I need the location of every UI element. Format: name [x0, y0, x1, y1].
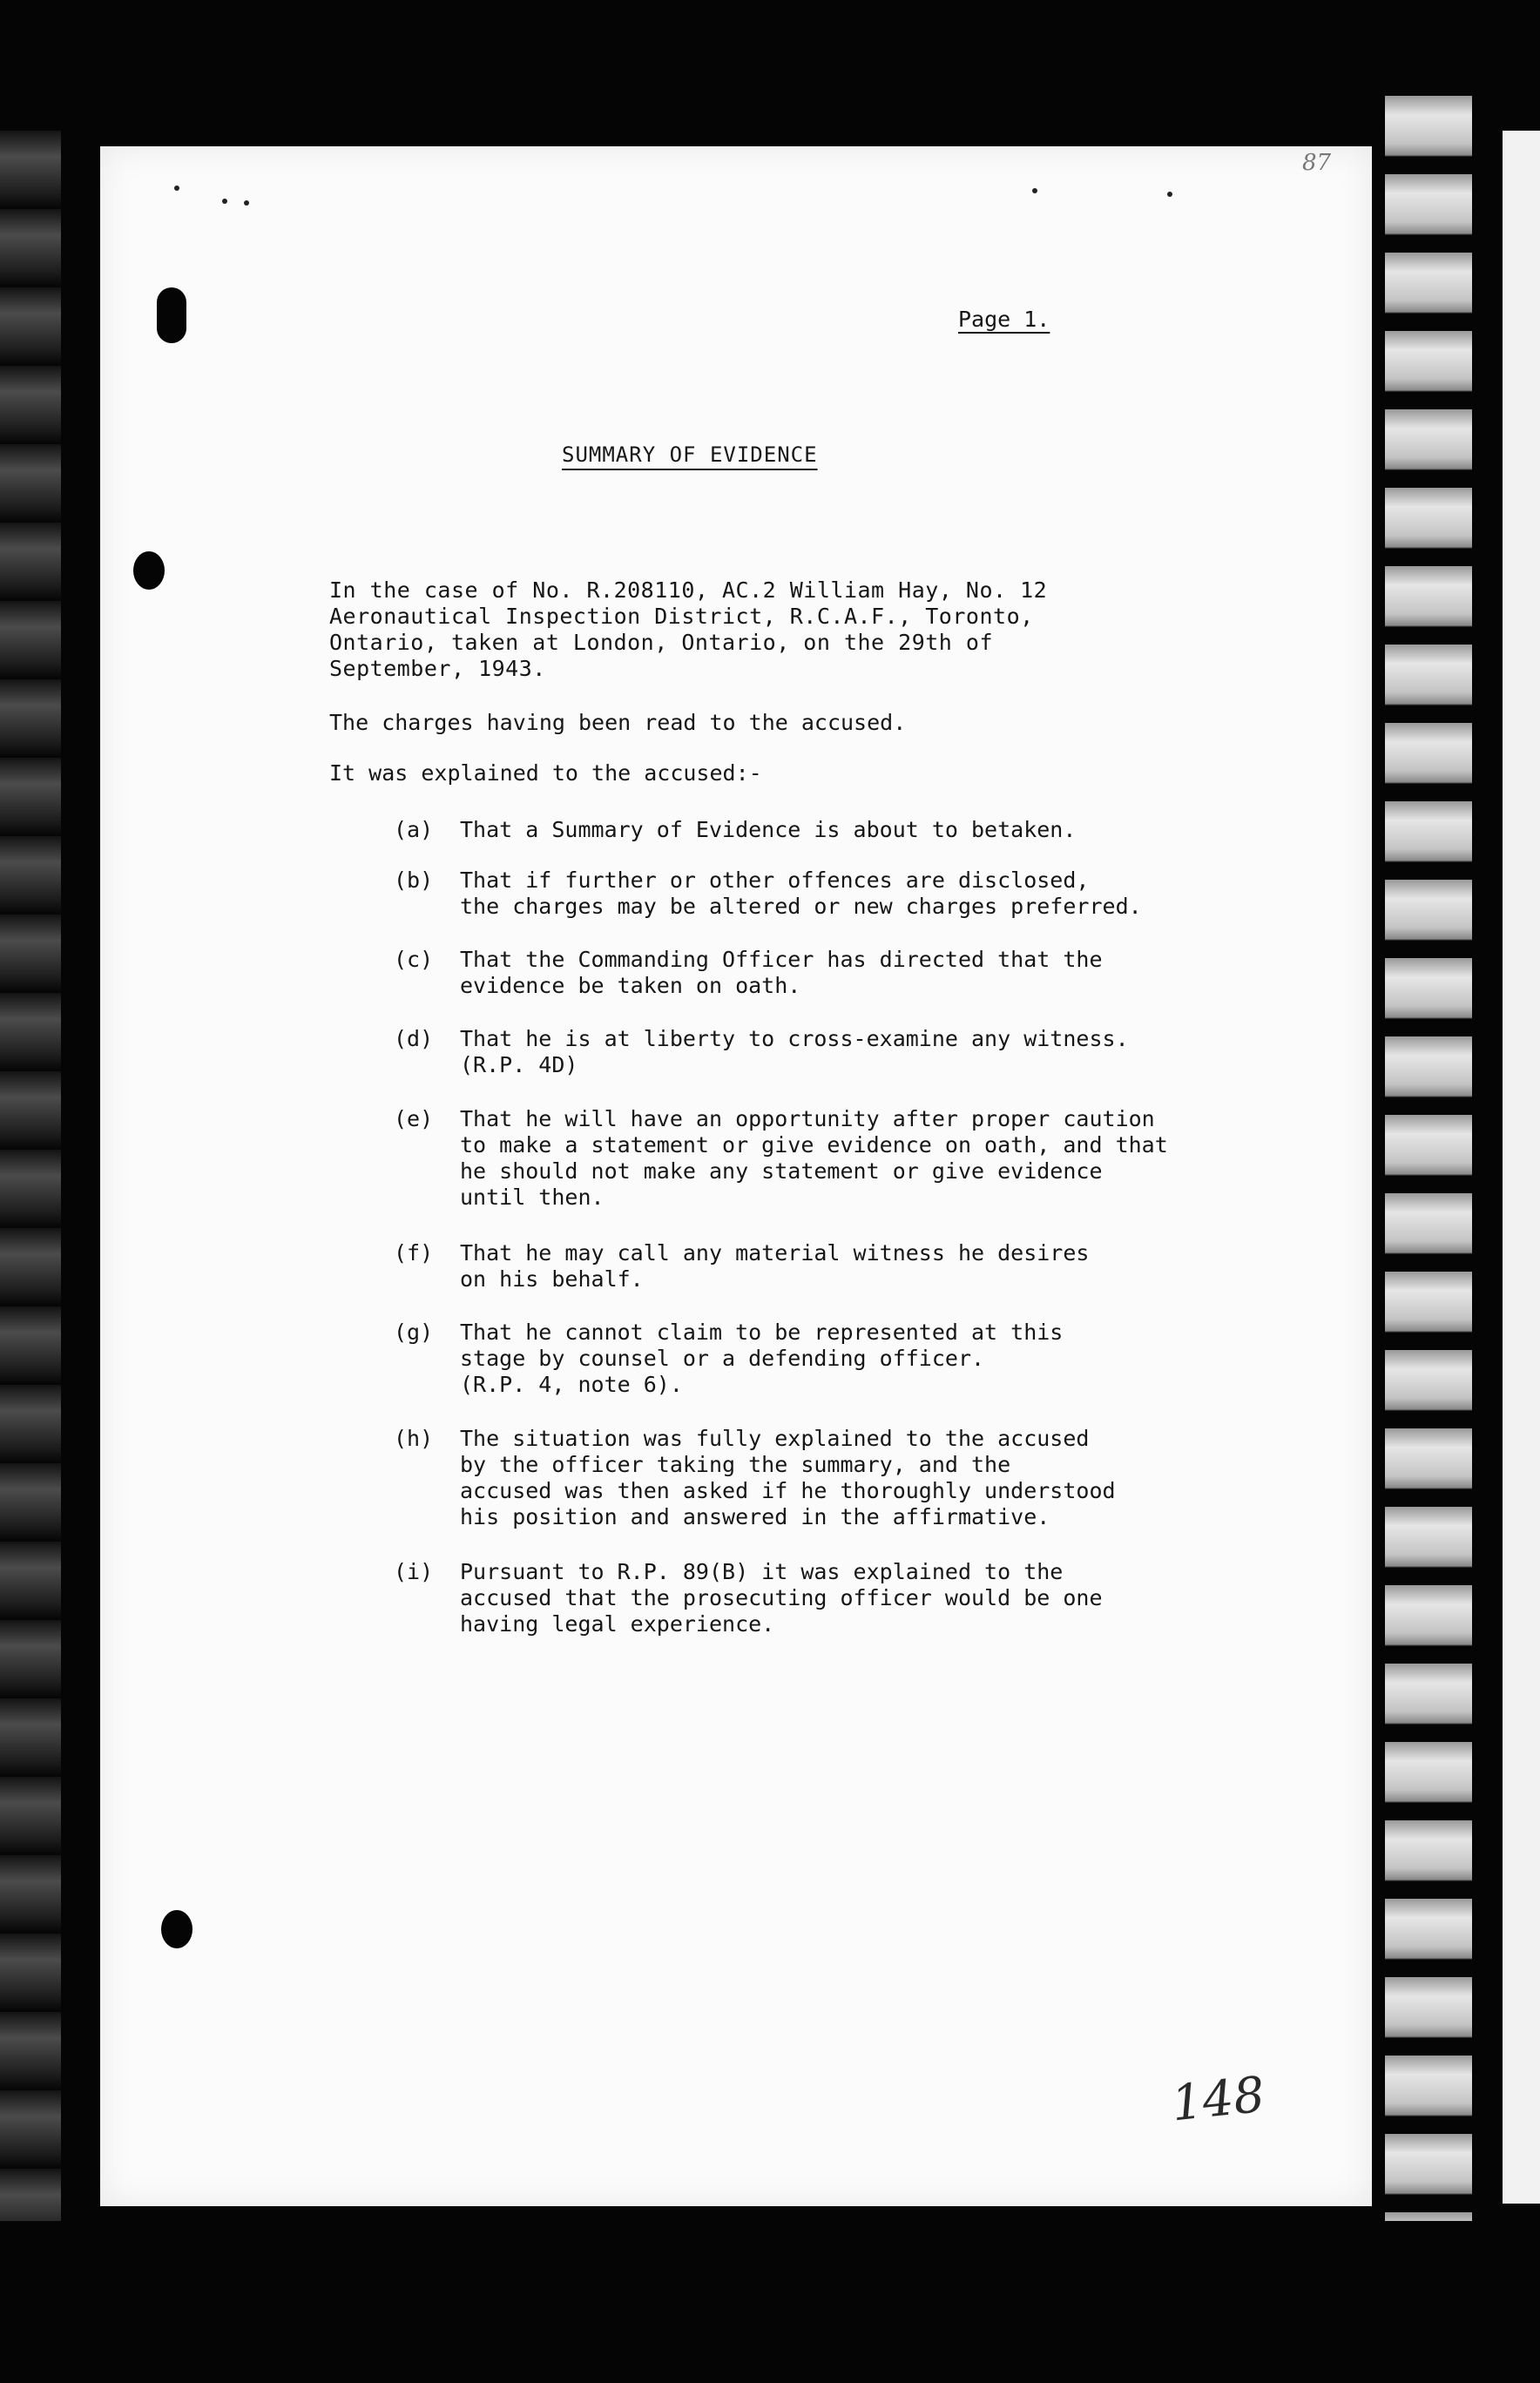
- item-text: Pursuant to R.P. 89(B) it was explained to the accused that the prosecuting officer would be one having legal experience.: [460, 1559, 1103, 1637]
- document-title: SUMMARY OF EVIDENCE: [562, 442, 818, 467]
- item-letter: (g): [394, 1320, 434, 1345]
- item-letter: (e): [394, 1106, 434, 1131]
- item-text: That he will have an opportunity after proper caution to make a statement or give evidence on oath, and that he should not make any statement or give evidence until then.: [460, 1106, 1168, 1210]
- speck: [222, 199, 227, 204]
- item-text: That if further or other offences are disclosed, the charges may be altered or new charges preferred.: [460, 867, 1142, 919]
- item-text: That he cannot claim to be represented at this stage by counsel or a defending officer. (R.P. 4, note 6).: [460, 1320, 1064, 1397]
- punch-hole-bottom: [161, 1910, 192, 1948]
- explained-line: It was explained to the accused:-: [329, 760, 762, 786]
- film-strip-left: [0, 131, 61, 2221]
- item-letter: (h): [394, 1426, 434, 1451]
- item-letter: (d): [394, 1026, 434, 1051]
- item-letter: (i): [394, 1559, 434, 1584]
- punch-hole-top: [157, 287, 186, 343]
- page-number: Page 1.: [958, 307, 1050, 332]
- speck: [1167, 192, 1172, 197]
- item-text: That he is at liberty to cross-examine any witness. (R.P. 4D): [460, 1026, 1129, 1077]
- handwritten-folio-number: 148: [1168, 2066, 1267, 2133]
- item-text: That a Summary of Evidence is about to betaken.: [460, 817, 1077, 842]
- speck: [244, 200, 249, 206]
- item-letter: (a): [394, 817, 434, 842]
- item-letter: (c): [394, 947, 434, 972]
- item-text: That the Commanding Officer has directed that the evidence be taken on oath.: [460, 947, 1103, 998]
- adjacent-page-edge: [1503, 131, 1540, 2204]
- item-text: That he may call any material witness he desires on his behalf.: [460, 1240, 1090, 1292]
- item-letter: (b): [394, 867, 434, 893]
- film-strip-right: [1385, 96, 1472, 2221]
- speck: [174, 186, 179, 191]
- item-letter: (f): [394, 1240, 434, 1266]
- item-text: The situation was fully explained to the accused by the officer taking the summary, and the accused was then asked if he thoroughly understood his position and answered in the affirmative.: [460, 1426, 1116, 1529]
- speck: [1032, 188, 1037, 193]
- corner-mark: 87: [1302, 150, 1332, 176]
- case-intro-paragraph: In the case of No. R.208110, AC.2 William Hay, No. 12 Aeronautical Inspection District, R.C.A.F., Toronto, Ontario, taken at London, Ontario, on the 29th of September, 1943.: [329, 577, 1048, 681]
- punch-hole-middle: [133, 551, 165, 590]
- charges-read-line: The charges having been read to the accused.: [329, 710, 907, 735]
